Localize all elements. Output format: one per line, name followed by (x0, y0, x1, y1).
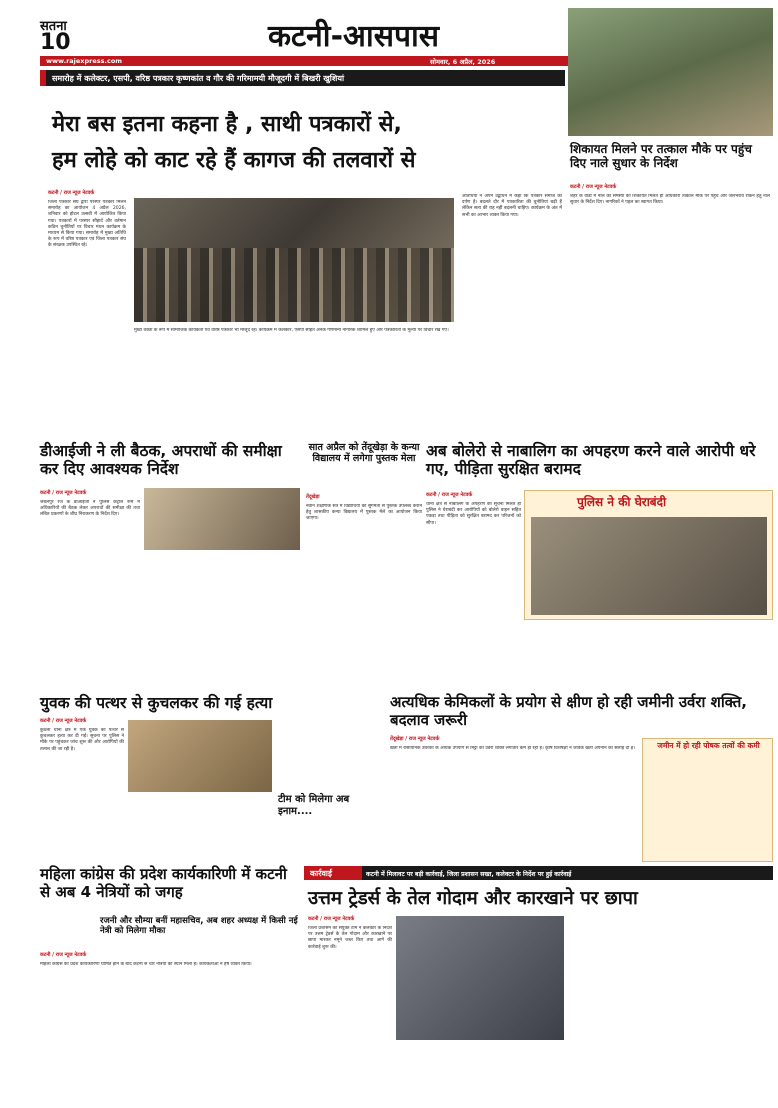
congress-subhead: रजनी और सौम्या बनीं महासचिव, अब शहर अध्यक्ष में किसी नई नेत्री को मिलेगा मौका (100, 916, 298, 937)
issue-date: सोमवार, 6 अप्रैल, 2026 (430, 58, 496, 66)
drain-body: शहर के वार्डों में नाले की समस्या की शिकायत मिलते ही अधिकारी तत्काल मौके पर पहुंचे और जलभराव रोकने हेतु नाले सुधार के निर्देश दिए। नागरिकों ने पहल का स्वागत किया। (570, 194, 770, 206)
lead-col-1: जिला पत्रकार संघ द्वारा परस्पर पत्रकार मिलन समारोह का आयोजन 4 अप्रैल 2026, शनिवार को होटल उत्सवी में आयोजित किया गया। पत्रकारों में परस्पर सौहार्द और वर्तमान कठिन चुनौतियों पर विचार मंथन कार्यक्रम के माध्यम से किया गया। समारोह में मुख्य अतिथि के रूप में वरिष्ठ पत्रकार एवं जिला पत्रकार संघ के संरक्षक उपस्थित रहे। (48, 200, 126, 249)
lead-col-3: अतिथियों ने अपने उद्बोधन में कहा कि पत्रकार समाज का दर्पण है। बदलते दौर में पत्रकारिता की चुनौतियां बढ़ी हैं लेकिन सत्य की राह नहीं बदलनी चाहिए। कार्यक्रम के अंत में सभी का आभार व्यक्त किया गया। (462, 194, 562, 218)
murder-byline: कटनी / राज न्यूज नेटवर्क (40, 718, 87, 724)
lead-headline-2: हम लोहे को काट रहे हैं कागज की तलवारों से (52, 148, 416, 173)
action-label (304, 866, 362, 880)
action-kicker-text: कटनी में मिलावट पर बड़ी कार्रवाई, जिला प्रशासन सख्त, कलेक्टर के निर्देश पर हुई कार्रवाई (366, 871, 572, 878)
dig-byline: कटनी / राज न्यूज नेटवर्क (40, 490, 87, 496)
school-byline: तेंदूखेड़ा (306, 494, 320, 500)
page-title: कटनी-आसपास (268, 19, 440, 54)
group-photo-figures (134, 248, 454, 322)
action-body-2 (568, 916, 773, 1100)
school-body: नवीन शैक्षणिक सत्र में विद्यार्थियों को सुगमता से पुस्तकें उपलब्ध कराने हेतु शासकीय कन्या विद्यालय में पुस्तक मेले का आयोजन किया जाएगा। (306, 504, 422, 522)
lead-byline: कटनी / राज न्यूज नेटवर्क (48, 190, 95, 196)
story-dig (40, 442, 302, 690)
website: www.rajexpress.com (46, 57, 123, 65)
bolero-headline: अब बोलेरो से नाबालिग का अपहरण करने वाले आरोपी धरे गए, पीड़िता सुरक्षित बरामद (426, 442, 756, 479)
congress-headline: महिला कांग्रेस की प्रदेश कार्यकारिणी में कटनी से अब 4 नेत्रियों को जगह (40, 865, 287, 901)
school-headline: सात अप्रैल को तेंदूखेड़ा के कन्या विद्यालय में लगेगा पुस्तक मेला (308, 442, 420, 465)
bolero-byline: कटनी / राज न्यूज नेटवर्क (426, 492, 473, 498)
story-action (304, 866, 773, 1104)
dig-body: जबलपुर रेंज के डीआईजी ने पुलिस कंट्रोल रूम में अधिकारियों की बैठक लेकर अपराधों की समीक्षा की तथा लंबित प्रकरणों के शीघ्र निराकरण के निर्देश दिए। (40, 500, 140, 518)
bolero-body: थाना क्षेत्र से नाबालिग के अपहरण की सूचना मिलते ही पुलिस ने घेराबंदी कर आरोपियों को बोलेरो वाहन सहित पकड़ा तथा पीड़िता को सुरक्षित बरामद कर परिजनों को सौंपा। (426, 502, 521, 526)
murder-headline: युवक की पत्थर से कुचलकर की गई हत्या (40, 694, 273, 712)
action-label-text: कार्रवाई (310, 869, 332, 878)
story-drain (568, 8, 773, 440)
lead-headline-1: मेरा बस इतना कहना है , साथी पत्रकारों से, (52, 112, 402, 137)
murder-photo (128, 720, 272, 792)
bolero-box-photo (531, 517, 767, 615)
section-label: सतना (40, 19, 67, 34)
lead-col-2: मुख्य वक्ता के रूप में सामाजिक कार्यकर्ता एवं वरिष्ठ पत्रकार भी मौजूद रहे। कार्यक्रम में कलेक्टर, एसपी सहित अनेक गणमान्य नागरिक शामिल हुए और पत्रकारिता के मूल्यों पर विचार रखे गए। (134, 328, 449, 333)
congress-body: महिला कांग्रेस की प्रदेश कार्यकारिणी घोषित होने के बाद कटनी से चार नेत्रियों को स्थान मिला है। कार्यकर्ताओं ने हर्ष व्यक्त किया। (40, 962, 252, 967)
story-chem (390, 694, 773, 864)
story-school (306, 442, 422, 690)
story-bolero (426, 442, 773, 690)
action-headline: उत्तम ट्रेडर्स के तेल गोदाम और कारखाने पर छापा (308, 888, 638, 909)
lead-kicker (40, 70, 565, 86)
lead-photo (134, 198, 454, 322)
page-number: 10 (40, 30, 71, 55)
action-byline: कटनी / राज न्यूज नेटवर्क (308, 916, 355, 922)
story-congress (40, 866, 300, 1104)
drain-byline: कटनी / राज न्यूज नेटवर्क (570, 184, 617, 190)
action-photo (396, 916, 564, 1040)
story-murder (40, 694, 386, 864)
chem-box (642, 738, 773, 862)
lead-kicker-text: समारोह में कलेक्टर, एसपी, वरिष्ठ पत्रकार कृष्णकांत व गौर की गरिमामयी मौजूदगी में बिखरी खुशियां (52, 74, 345, 83)
bolero-box-title: पुलिस ने की घेराबंदी (577, 495, 667, 509)
dig-photo (144, 488, 300, 550)
chem-box-title: जमीन में हो रही पोषक तत्वों की कमी (657, 741, 760, 750)
drain-photo (568, 8, 773, 136)
chem-headline: अत्यधिक केमिकलों के प्रयोग से क्षीण हो रही जमीनी उर्वरा शक्ति, बदलाव जरूरी (390, 693, 748, 729)
bolero-box (524, 490, 773, 620)
murder-subhead: टीम को मिलेगा अब इनाम.... (278, 794, 350, 817)
lead-story (40, 70, 565, 440)
congress-byline: कटनी / राज न्यूज नेटवर्क (40, 952, 87, 958)
action-kicker (362, 866, 773, 880)
dig-headline: डीआईजी ने ली बैठक, अपराधों की समीक्षा कर दिए आवश्यक निर्देश (40, 442, 282, 479)
chem-byline: तेंदूखेड़ा / राज न्यूज नेटवर्क (390, 736, 440, 742)
action-body: जिला प्रशासन की संयुक्त टीम ने कलेक्टर के निर्देश पर उत्तम ट्रेडर्स के तेल गोदाम और कारखाने पर छापा मारकर नमूने जब्त किए तथा आगे की कार्रवाई शुरू की। (308, 926, 392, 950)
chem-body: खेती में रासायनिक उर्वरकों के अधिक उपयोग से मिट्टी की उर्वरा शक्ति लगातार कम हो रही है। कृषि विशेषज्ञों ने जैविक खेती अपनाने की सलाह दी है। (390, 746, 635, 751)
drain-headline: शिकायत मिलने पर तत्काल मौके पर पहुंच दिए नाले सुधार के निर्देश (570, 142, 752, 171)
murder-body: कुठला थाना क्षेत्र में एक युवक की पत्थर से कुचलकर हत्या कर दी गई। सूचना पर पुलिस ने मौके पर पहुंचकर जांच शुरू की और आरोपियों की तलाश की जा रही है। (40, 728, 124, 752)
